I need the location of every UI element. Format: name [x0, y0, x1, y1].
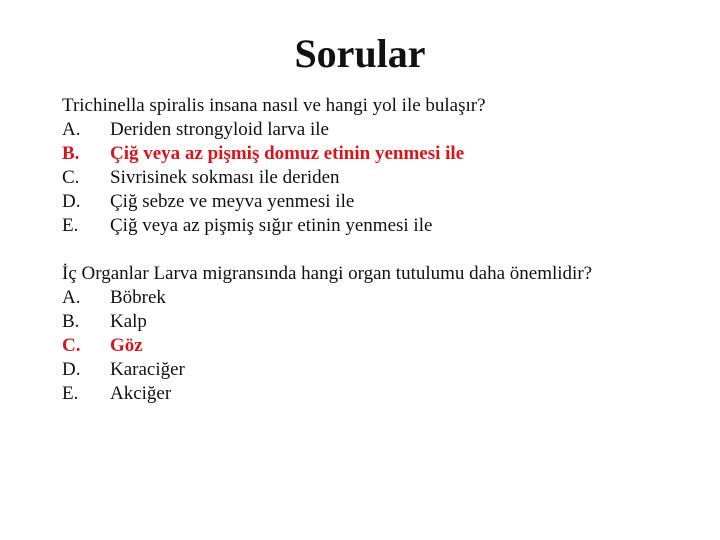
option-c-correct	[62, 334, 702, 358]
option-letter: D.	[62, 191, 81, 212]
option-letter: A.	[62, 287, 81, 308]
question-2	[62, 262, 702, 406]
question-text: İç Organlar Larva migransında hangi organ tutulumu daha önemlidir?	[62, 263, 593, 284]
option-text: Kalp	[110, 311, 147, 332]
option-text: Karaciğer	[110, 359, 185, 380]
option-letter: A.	[62, 119, 81, 140]
option-text: Göz	[110, 335, 143, 356]
option-b	[62, 310, 702, 334]
option-letter: E.	[62, 383, 79, 404]
option-a	[62, 286, 702, 310]
option-letter: B.	[62, 311, 80, 332]
slide-title: Sorular	[294, 31, 426, 76]
slide-content	[62, 94, 702, 406]
option-text: Sivrisinek sokması ile deriden	[110, 167, 340, 188]
option-letter: D.	[62, 359, 81, 380]
option-text: Çiğ veya az pişmiş domuz etinin yenmesi ile	[110, 143, 465, 164]
question-text: Trichinella spiralis insana nasıl ve hangi yol ile bulaşır?	[62, 95, 486, 116]
option-letter: C.	[62, 335, 81, 356]
option-text: Çiğ veya az pişmiş sığır etinin yenmesi ile	[110, 215, 433, 236]
option-d	[62, 358, 702, 382]
question-1	[62, 94, 702, 238]
option-letter: E.	[62, 215, 79, 236]
spacer	[62, 238, 702, 262]
option-letter: C.	[62, 167, 80, 188]
option-text: Akciğer	[110, 383, 172, 404]
option-e	[62, 214, 702, 238]
option-a	[62, 118, 702, 142]
option-text: Çiğ sebze ve meyva yenmesi ile	[110, 191, 355, 212]
option-d	[62, 190, 702, 214]
option-text: Deriden strongyloid larva ile	[110, 119, 329, 140]
option-letter: B.	[62, 143, 80, 164]
option-b-correct	[62, 142, 702, 166]
option-text: Böbrek	[110, 287, 166, 308]
option-c	[62, 166, 702, 190]
option-e	[62, 382, 702, 406]
